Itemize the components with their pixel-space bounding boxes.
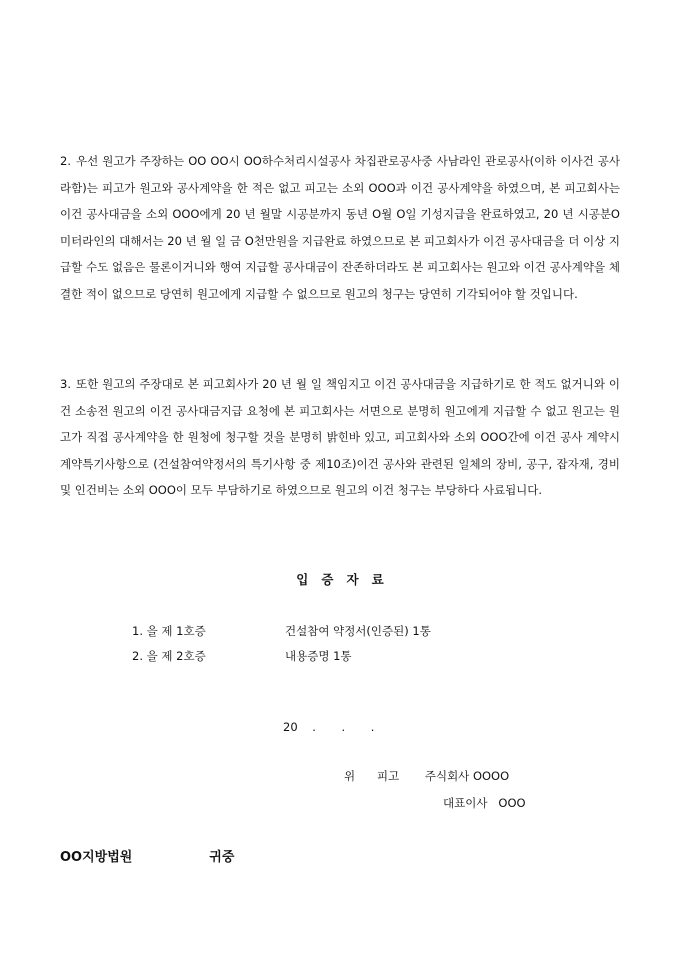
paragraph-text: 우선 원고가 주장하는 OO OO시 OO하수처리시설공사 차집관로공사중 사남라인 관로공사(이하 이사건 공사라함)는 피고가 원고와 공사계약을 한 적은 없고 피고는 소외 OOO과 이건 공사계약을 하였으며, 본 피고회사는 이건 공사대금을 소외 OOO에게 20 년 월말 시공분까지 동년 O월 O일 기성지급을 완료하였고, 20 년 시공분O미터라인의 대해서는 20 년 월 일 금 O천만원을 지급완료 하였으므로 본 피고회사가 이건 공사대금을 더 이상 지급할 수도 없음은 물론이거니와 행여 지급할 공사대금이 잔존하더라도 본 피고회사는 원고와 이건 공사계약을 체결한 적이 없으므로 당연히 원고에게 지급할 수 없으므로 원고의 청구는 당연히 기각되어야 할 것입니다.: [60, 154, 620, 301]
evidence-heading: 입 증 자 료: [296, 572, 384, 587]
evidence-item: [132, 646, 352, 666]
signature-representative-line: 대표이사 OOO: [443, 796, 526, 810]
evidence-id: 2. 을 제 2호증: [132, 649, 206, 663]
evidence-description: 건설참여 약정서(인증된) 1통: [285, 624, 431, 638]
evidence-description: 내용증명 1통: [285, 649, 352, 663]
paragraph-number: 3.: [60, 377, 71, 391]
paragraph-text: 또한 원고의 주장대로 본 피고회사가 20 년 월 일 책임지고 이건 공사대금을 지급하기로 한 적도 없거니와 이건 소송전 원고의 이건 공사대금지급 요청에 본 피고회사는 서면으로 분명히 원고에게 지급할 수 없고 원고는 원고가 직접 공사계약을 한 원청에 청구할 것을 분명히 밝힌바 있고, 피고회사와 소외 OOO간에 이건 공사 계약시 계약특기사항으로 (건설참여약정서의 특기사항 중 제10조)이건 공사와 관련된 일체의 장비, 공구, 잡자재, 경비 및 인건비는 소외 OOO이 모두 부담하기로 하였으므로 원고의 이건 청구는 부당하다 사료됩니다.: [60, 377, 620, 497]
paragraph-number: 2.: [60, 154, 71, 168]
paragraph-3: [60, 371, 620, 504]
paragraph-2: [60, 148, 620, 307]
document-date: 20 . . .: [283, 720, 375, 734]
court-addressee: OO지방법원 귀중: [60, 850, 235, 865]
evidence-id: 1. 을 제 1호증: [132, 624, 206, 638]
evidence-item: [132, 621, 431, 641]
signature-party-line: 위 피고 주식회사 OOOO: [344, 769, 510, 783]
